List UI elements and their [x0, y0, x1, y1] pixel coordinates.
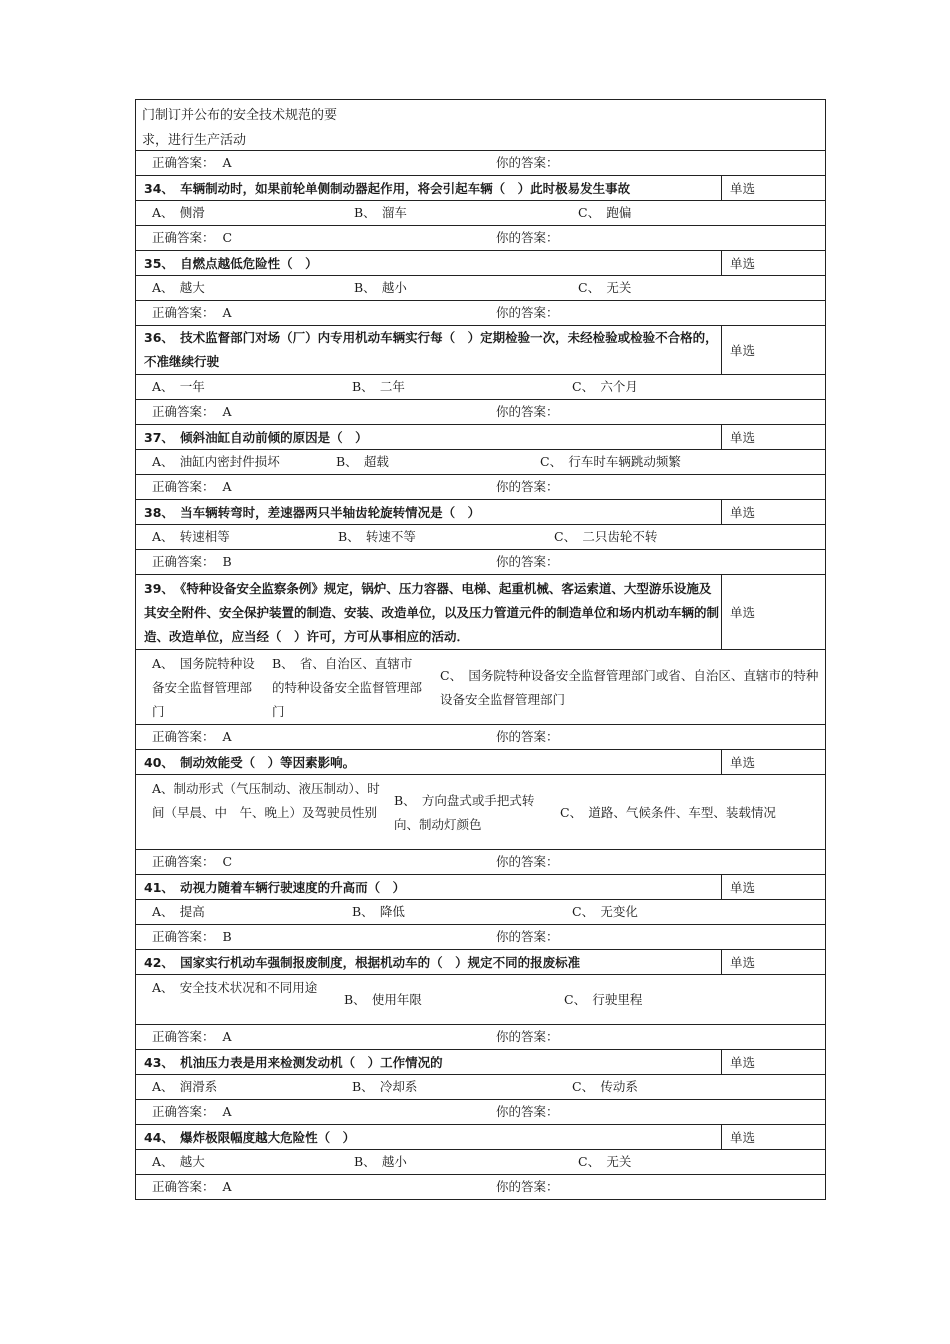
question-type: 单选 — [721, 1125, 825, 1149]
question-type: 单选 — [721, 575, 825, 649]
option-c[interactable]: C、 跑偏 — [578, 205, 632, 220]
your-answer: 你的答案： — [496, 1179, 559, 1194]
correct-answer: 正确答案： C — [152, 230, 233, 245]
answer-row-34 — [136, 226, 825, 251]
question-row-43 — [136, 1050, 825, 1075]
options-row-34 — [136, 201, 825, 226]
question-row-41 — [136, 875, 825, 900]
question-type: 单选 — [721, 251, 825, 275]
question-text: 43、 机油压力表是用来检测发动机（ ）工作情况的 — [144, 1055, 443, 1070]
question-row-36 — [136, 326, 825, 375]
options-row-43 — [136, 1075, 825, 1100]
option-a[interactable]: A、 润滑系 — [152, 1079, 218, 1094]
options-row-36 — [136, 375, 825, 400]
option-b[interactable]: B、 超载 — [336, 454, 389, 469]
options-row-42 — [136, 975, 825, 1025]
option-a[interactable]: A、 一年 — [152, 379, 205, 394]
option-c[interactable]: C、 六个月 — [572, 379, 638, 394]
answer-row-44 — [136, 1175, 825, 1200]
question-type: 单选 — [721, 176, 825, 200]
answer-row-36 — [136, 400, 825, 425]
option-a[interactable]: A、 越大 — [152, 280, 205, 295]
option-b[interactable]: B、 转速不等 — [338, 529, 416, 544]
question-text: 35、 自燃点越低危险性（ ） — [144, 256, 318, 271]
answer-row-41 — [136, 925, 825, 950]
answer-row-33 — [136, 151, 825, 176]
correct-answer: 正确答案： A — [152, 479, 232, 494]
option-a[interactable]: A、 国务院特种设备安全监督管理部门 — [152, 656, 255, 719]
question-type: 单选 — [721, 950, 825, 974]
options-row-41 — [136, 900, 825, 925]
prev-question-line-2: 求，进行生产活动 — [142, 133, 247, 148]
question-type: 单选 — [721, 425, 825, 449]
question-type: 单选 — [721, 875, 825, 899]
question-type: 单选 — [721, 500, 825, 524]
question-text: 39、 《特种设备安全监察条例》规定，锅炉、压力容器、电梯、起重机械、客运索道、大型游乐设施及其安全附件、安全保护装置的制造、安装、改造单位，以及压力管道元件的制造单位和场内机动车辆的制造、改造单位，应当经（ ）许可，方可从事相应的活动． — [144, 581, 720, 644]
question-type: 单选 — [721, 326, 825, 374]
option-a[interactable]: A、 越大 — [152, 1154, 205, 1169]
question-text: 44、 爆炸极限幅度越大危险性（ ） — [144, 1130, 356, 1145]
answer-row-35 — [136, 301, 825, 326]
option-b[interactable]: B、 越小 — [354, 280, 407, 295]
your-answer: 你的答案： — [496, 929, 559, 944]
your-answer: 你的答案： — [496, 404, 559, 419]
options-row-37 — [136, 450, 825, 475]
question-row-34 — [136, 176, 825, 201]
question-row-35 — [136, 251, 825, 276]
option-a[interactable]: A、 提高 — [152, 904, 205, 919]
question-row-39 — [136, 575, 825, 650]
question-row-40 — [136, 750, 825, 775]
answer-row-37 — [136, 475, 825, 500]
your-answer: 你的答案： — [496, 230, 559, 245]
correct-answer: 正确答案： A — [152, 155, 232, 170]
correct-answer: 正确答案： B — [152, 554, 232, 569]
option-c[interactable]: C、 传动系 — [572, 1079, 638, 1094]
option-b[interactable]: B、 方向盘式或手把式转向、制动灯颜色 — [394, 793, 535, 832]
correct-answer: 正确答案： A — [152, 729, 232, 744]
your-answer: 你的答案： — [496, 305, 559, 320]
option-c[interactable]: C、 行驶里程 — [564, 992, 643, 1007]
question-row-42 — [136, 950, 825, 975]
your-answer: 你的答案： — [496, 729, 559, 744]
correct-answer: 正确答案： A — [152, 1179, 232, 1194]
option-a[interactable]: A、 转速相等 — [152, 529, 230, 544]
option-b[interactable]: B、 降低 — [352, 904, 405, 919]
option-c[interactable]: C、 行车时车辆跳动频繁 — [540, 454, 681, 469]
option-c[interactable]: C、 二只齿轮不转 — [554, 529, 658, 544]
option-c[interactable]: C、 国务院特种设备安全监督管理部门或省、自治区、直辖市的特种设备安全监督管理部门 — [440, 668, 819, 707]
option-c[interactable]: C、 无关 — [578, 1154, 632, 1169]
question-text: 40、 制动效能受（ ）等因素影响。 — [144, 755, 356, 770]
options-row-44 — [136, 1150, 825, 1175]
question-row-37 — [136, 425, 825, 450]
question-type: 单选 — [721, 750, 825, 774]
option-b[interactable]: B、 冷却系 — [352, 1079, 418, 1094]
your-answer: 你的答案： — [496, 1104, 559, 1119]
correct-answer: 正确答案： A — [152, 404, 232, 419]
option-a[interactable]: A、 安全技术状况和不同用途 — [152, 980, 318, 995]
correct-answer: 正确答案： C — [152, 854, 233, 869]
options-row-39 — [136, 650, 825, 725]
option-b[interactable]: B、 省、自治区、直辖市的特种设备安全监督管理部门 — [272, 656, 423, 719]
option-c[interactable]: C、 道路、气候条件、车型、装载情况 — [560, 805, 776, 820]
your-answer: 你的答案： — [496, 155, 559, 170]
option-b[interactable]: B、 溜车 — [354, 205, 407, 220]
option-b[interactable]: B、 越小 — [354, 1154, 407, 1169]
question-type: 单选 — [721, 1050, 825, 1074]
option-c[interactable]: C、 无关 — [578, 280, 632, 295]
question-text: 42、 国家实行机动车强制报废制度，根据机动车的（ ）规定不同的报废标准 — [144, 955, 581, 970]
question-row-38 — [136, 500, 825, 525]
option-c[interactable]: C、 无变化 — [572, 904, 638, 919]
question-text: 36、 技术监督部门对场（厂）内专用机动车辆实行每（ ）定期检验一次，未经检验或检验不合格的，不准继续行驶 — [144, 330, 718, 369]
question-row-44 — [136, 1125, 825, 1150]
option-a[interactable]: A、制动形式（气压制动、液压制动）、时间（早晨、中 午、晚上）及驾驶员性别 — [152, 781, 380, 820]
options-row-38 — [136, 525, 825, 550]
question-text: 41、 动视力随着车辆行驶速度的升高而（ ） — [144, 880, 406, 895]
answer-row-40 — [136, 850, 825, 875]
answer-row-42 — [136, 1025, 825, 1050]
answer-row-39 — [136, 725, 825, 750]
quiz-table — [135, 99, 826, 1200]
option-b[interactable]: B、 使用年限 — [344, 992, 422, 1007]
options-row-35 — [136, 276, 825, 301]
prev-question-line-1: 门制订并公布的安全技术规范的要 — [142, 108, 338, 123]
prev-question-tail — [136, 100, 825, 151]
option-a[interactable]: A、 侧滑 — [152, 205, 205, 220]
correct-answer: 正确答案： A — [152, 305, 232, 320]
answer-row-43 — [136, 1100, 825, 1125]
correct-answer: 正确答案： A — [152, 1029, 232, 1044]
option-a[interactable]: A、 油缸内密封件损坏 — [152, 454, 280, 469]
option-b[interactable]: B、 二年 — [352, 379, 405, 394]
question-text: 37、 倾斜油缸自动前倾的原因是（ ） — [144, 430, 368, 445]
answer-row-38 — [136, 550, 825, 575]
question-text: 34、 车辆制动时，如果前轮单侧制动器起作用，将会引起车辆（ ）此时极易发生事故 — [144, 181, 631, 196]
question-text: 38、 当车辆转弯时，差速器两只半轴齿轮旋转情况是（ ） — [144, 505, 481, 520]
your-answer: 你的答案： — [496, 554, 559, 569]
your-answer: 你的答案： — [496, 854, 559, 869]
your-answer: 你的答案： — [496, 479, 559, 494]
correct-answer: 正确答案： A — [152, 1104, 232, 1119]
your-answer: 你的答案： — [496, 1029, 559, 1044]
correct-answer: 正确答案： B — [152, 929, 232, 944]
options-row-40 — [136, 775, 825, 850]
